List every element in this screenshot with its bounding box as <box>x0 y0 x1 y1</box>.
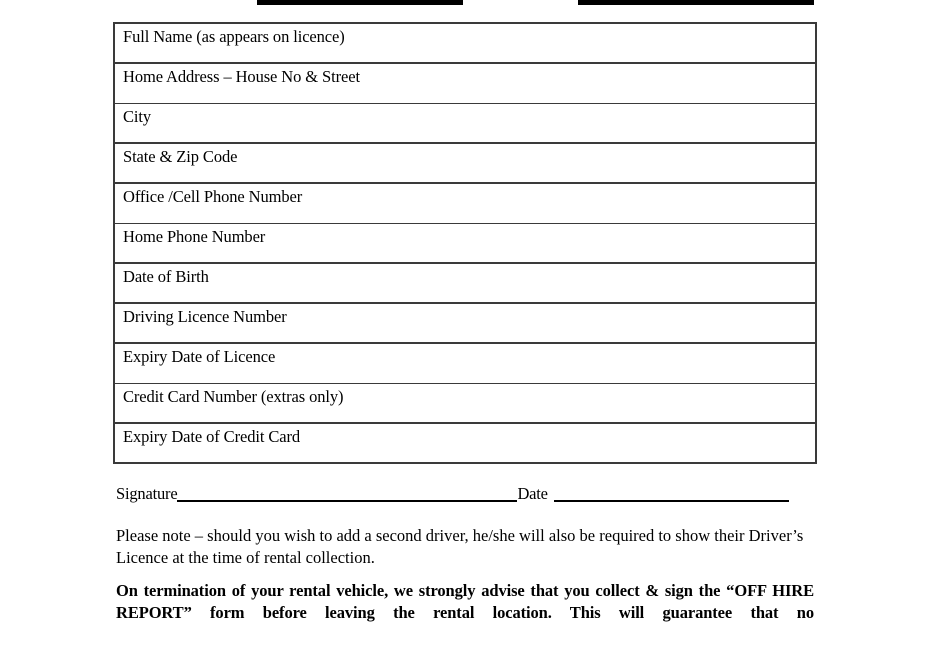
field-cell-state-zip[interactable]: State & Zip Code <box>114 143 816 183</box>
top-cut-rule-right <box>578 0 814 5</box>
field-cell-expiry-date-credit-card[interactable]: Expiry Date of Credit Card <box>114 423 816 463</box>
signature-label: Signature <box>116 484 178 503</box>
top-cut-rule-left <box>257 0 463 5</box>
field-cell-city[interactable]: City <box>114 103 816 143</box>
field-cell-date-of-birth[interactable]: Date of Birth <box>114 263 816 303</box>
driver-details-table <box>113 22 817 464</box>
table-row[interactable] <box>114 223 816 263</box>
signature-input-rule[interactable] <box>177 500 517 502</box>
table-row[interactable] <box>114 103 816 143</box>
date-input-rule[interactable] <box>554 500 789 502</box>
field-cell-expiry-date-licence[interactable]: Expiry Date of Licence <box>114 343 816 383</box>
field-cell-driving-licence-number[interactable]: Driving Licence Number <box>114 303 816 343</box>
field-cell-home-phone[interactable]: Home Phone Number <box>114 223 816 263</box>
table-row[interactable] <box>114 383 816 423</box>
table-row[interactable] <box>114 143 816 183</box>
table-row[interactable] <box>114 263 816 303</box>
table-row[interactable] <box>114 183 816 223</box>
table-row[interactable] <box>114 423 816 463</box>
second-driver-note: Please note – should you wish to add a second driver, he/she will also be required to show their Driver’s Licence at the time of rental collection. <box>116 526 804 567</box>
field-cell-full-name[interactable]: Full Name (as appears on licence) <box>114 23 816 63</box>
signature-date-line <box>116 486 816 503</box>
field-cell-home-address[interactable]: Home Address – House No & Street <box>114 63 816 103</box>
table-row[interactable] <box>114 343 816 383</box>
date-label: Date <box>517 484 548 503</box>
table-row[interactable] <box>114 63 816 103</box>
field-cell-office-cell-phone[interactable]: Office /Cell Phone Number <box>114 183 816 223</box>
field-cell-credit-card-number[interactable]: Credit Card Number (extras only) <box>114 383 816 423</box>
off-hire-report-notice: On termination of your rental vehicle, we strongly advise that you collect & sign the “OFF HIRE REPORT” form before leaving the rental location. This will guarantee that no <box>116 581 814 622</box>
table-row[interactable] <box>114 23 816 63</box>
table-row[interactable] <box>114 303 816 343</box>
